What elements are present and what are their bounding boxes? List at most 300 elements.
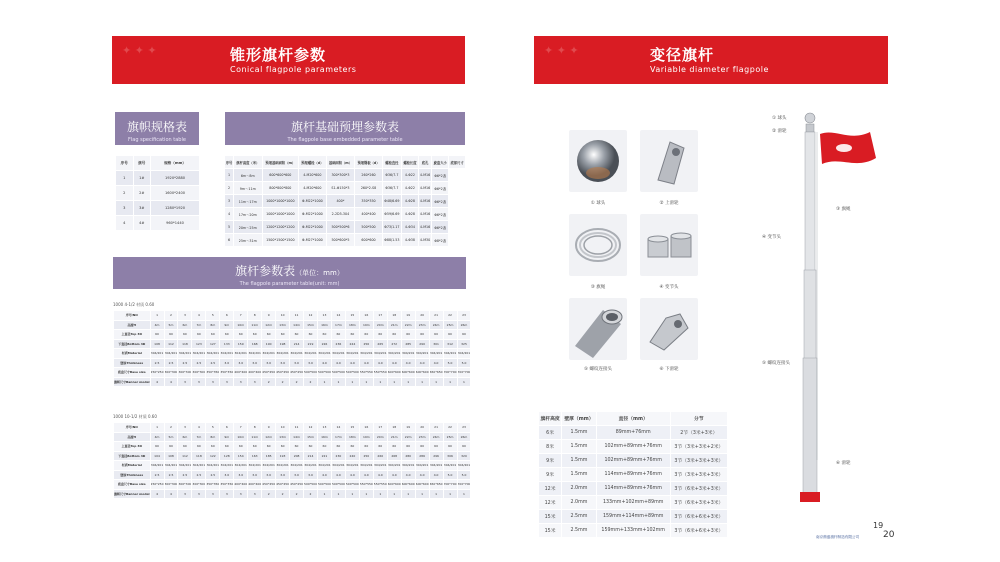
- part-label-3: ③ 旗绳: [590, 285, 606, 290]
- table-cell: 700*700: [443, 480, 457, 490]
- table-cell: 60: [304, 330, 318, 340]
- table-cell: 306: [443, 451, 457, 461]
- ball-head-photo: [569, 130, 627, 192]
- table-cell: 800*800*800: [262, 182, 299, 195]
- table-cell: 304/201: [331, 349, 345, 359]
- table-cell: 60: [192, 442, 206, 452]
- table-cell: 350*350: [220, 368, 234, 378]
- table-row: [114, 432, 471, 442]
- table-cell: 3节（6米+6米+3米）: [670, 510, 727, 524]
- table-row: [539, 524, 728, 538]
- table-cell: 8米: [539, 440, 562, 454]
- header-cell: 螺栓直径: [382, 156, 401, 169]
- table-row: [116, 216, 200, 231]
- table-cell: 60: [331, 442, 345, 452]
- table-cell: 4: [150, 489, 164, 499]
- table-cell: 304/201: [304, 461, 318, 471]
- table-cell: 7: [234, 423, 248, 433]
- table-cell: 5m: [164, 320, 178, 330]
- table-cell: 550*550: [373, 480, 387, 490]
- header-cell: 旗号: [133, 156, 151, 171]
- variable-banner: [534, 36, 888, 84]
- pole-label-1: ① 球头: [772, 116, 787, 121]
- table-cell: 24m: [429, 320, 443, 330]
- table-cell: 500*500*6: [326, 221, 355, 234]
- page-number-left: 19: [873, 521, 884, 530]
- table-cell: 286: [415, 451, 429, 461]
- table-cell: 17m: [331, 320, 345, 330]
- table-cell: 450*450: [276, 480, 290, 490]
- table-cell: 60: [387, 330, 401, 340]
- table-cell: 4.0: [387, 358, 401, 368]
- table-cell: 1: [317, 489, 331, 499]
- table-cell: Φ6*2盏: [432, 169, 449, 182]
- table-row: [114, 320, 471, 330]
- table-cell: 22: [443, 311, 457, 321]
- table-cell: 133: [220, 339, 234, 349]
- table-cell: 2.5: [206, 470, 220, 480]
- table-cell: 4: [192, 311, 206, 321]
- table-cell: 4-Φ22: [402, 169, 419, 182]
- table-cell: 500*600*5: [326, 234, 355, 247]
- banner-title-cn: 锥形旗杆参数: [230, 46, 327, 64]
- param-unit: （单位：mm）: [295, 269, 344, 277]
- table-cell: 17m: [331, 432, 345, 442]
- table-cell: 4.0: [317, 470, 331, 480]
- table-cell: Φ88/1.53: [382, 234, 401, 247]
- table-row: [114, 470, 471, 480]
- table-cell: 304/201: [150, 461, 164, 471]
- param-table-1-caption: 1000 4-1/2 材质 0.60: [113, 302, 155, 307]
- table-cell: 13m: [276, 432, 290, 442]
- table-cell: 18m: [345, 432, 359, 442]
- table-cell: 600*600: [415, 480, 429, 490]
- table-cell: 9m: [220, 320, 234, 330]
- param-title: 旗杆参数表: [235, 264, 296, 278]
- table-cell: 5.0: [443, 358, 457, 368]
- table-cell: 16: [359, 423, 373, 433]
- table-cell: 304/201: [192, 349, 206, 359]
- table-row: [539, 496, 728, 510]
- flag-spec-table: [115, 155, 200, 231]
- table-cell: 154: [234, 451, 248, 461]
- table-cell: 3节（6米+3米+3米）: [670, 482, 727, 496]
- table-cell: 304/201: [290, 461, 304, 471]
- table-cell: 304/201: [457, 461, 471, 471]
- table-cell: 500*500: [345, 480, 359, 490]
- table-cell: 400*: [326, 195, 355, 208]
- table-cell: 260*2-S8: [355, 182, 382, 195]
- table-cell: 2: [164, 423, 178, 433]
- table-cell: 1: [387, 489, 401, 499]
- table-cell: 1920*2880: [151, 171, 200, 186]
- table-cell: 127: [206, 339, 220, 349]
- table-cell: 112: [164, 339, 178, 349]
- table-cell: 60: [443, 330, 457, 340]
- header-cell: 预埋基础面积（m）: [262, 156, 299, 169]
- table-cell: 304/201: [304, 349, 318, 359]
- table-cell: 12米: [539, 482, 562, 496]
- param-table-1: [113, 310, 471, 387]
- table-cell: 17m～20m: [234, 208, 263, 221]
- table-cell: 285: [401, 339, 415, 349]
- table-cell: 60: [234, 330, 248, 340]
- table-cell: 500*500: [355, 221, 382, 234]
- table-cell: 5.0: [457, 470, 471, 480]
- table-cell: 2: [276, 489, 290, 499]
- table-cell: 104: [150, 451, 164, 461]
- table-row: [114, 311, 471, 321]
- row-label: 序号/NO: [114, 311, 151, 321]
- table-row: [114, 442, 471, 452]
- table-cell: 3: [178, 423, 192, 433]
- table-cell: 4-M20*600: [299, 169, 326, 182]
- table-cell: 1: [331, 377, 345, 387]
- header-cell: 旗杆高度（米）: [234, 156, 263, 169]
- table-cell: 244: [345, 339, 359, 349]
- table-cell: 400*400: [234, 480, 248, 490]
- table-cell: 304/201: [317, 349, 331, 359]
- table-cell: 304/201: [164, 349, 178, 359]
- flag-spec-title: 旗帜规格表: [126, 120, 187, 134]
- table-cell: 1: [415, 377, 429, 387]
- table-cell: 21m: [387, 432, 401, 442]
- table-cell: 256: [359, 339, 373, 349]
- base-table: [224, 155, 466, 247]
- table-row: [539, 440, 728, 454]
- table-cell: 304/201: [345, 349, 359, 359]
- table-cell: 1: [317, 377, 331, 387]
- table-row: [114, 423, 471, 433]
- table-row: [116, 171, 200, 186]
- table-cell: 4: [150, 377, 164, 387]
- rope-photo: [569, 214, 627, 276]
- table-cell: 6: [220, 423, 234, 433]
- table-cell: 6m: [178, 320, 192, 330]
- table-cell: 4: [192, 423, 206, 433]
- table-cell: 5.0: [457, 358, 471, 368]
- table-cell: 304/201: [206, 461, 220, 471]
- table-cell: 2节（3米+3米）: [670, 426, 727, 440]
- table-cell: 1600*2400: [151, 186, 200, 201]
- table-cell: 11m: [248, 432, 262, 442]
- table-cell: 300*300: [178, 480, 192, 490]
- table-cell: 300*300: [164, 368, 178, 378]
- table-cell: 3.0: [290, 470, 304, 480]
- table-cell: 60: [373, 442, 387, 452]
- table-cell: 10: [276, 423, 290, 433]
- table-cell: 25m～31m: [234, 234, 263, 247]
- table-cell: 3.0: [276, 470, 290, 480]
- table-cell: 17: [373, 423, 387, 433]
- table-row: [225, 208, 466, 221]
- table-cell: 2: [262, 489, 276, 499]
- table-cell: 2.0mm: [562, 496, 597, 510]
- param-subtitle: The flagpole parameter table(unit: mm): [239, 281, 340, 287]
- table-cell: 11m～17m: [234, 195, 263, 208]
- table-cell: 11: [290, 423, 304, 433]
- table-cell: 159mm+133mm+102mm: [596, 524, 670, 538]
- pole-label-6: ⑥ 滑轮: [836, 461, 851, 466]
- table-cell: Φ36/7.7: [382, 169, 401, 182]
- table-row: [116, 186, 200, 201]
- table-cell: 15米: [539, 510, 562, 524]
- table-cell: 7: [234, 311, 248, 321]
- table-cell: 112: [178, 451, 192, 461]
- table-cell: 11: [290, 311, 304, 321]
- bottom-pulley-photo: [640, 298, 698, 360]
- right-page: [500, 0, 1000, 562]
- table-cell: 7m: [192, 432, 206, 442]
- thread-connector-photo: [569, 298, 627, 360]
- pole-label-4: ④ 变节头: [762, 235, 781, 240]
- header-cell: 底部尺寸: [449, 156, 466, 169]
- pole-label-3: ③ 旗绳: [836, 207, 851, 212]
- table-cell: 5: [206, 311, 220, 321]
- table-cell: 60: [150, 330, 164, 340]
- table-cell: 304/201: [401, 461, 415, 471]
- table-cell: 21: [429, 423, 443, 433]
- table-cell: 400*400: [248, 368, 262, 378]
- table-cell: 219: [304, 339, 318, 349]
- table-cell: 550*550: [373, 368, 387, 378]
- table-cell: 304/201: [220, 349, 234, 359]
- row-label: 下直径Bottom 4D: [114, 339, 151, 349]
- table-cell: 500*500: [331, 368, 345, 378]
- table-cell: 304/201: [234, 461, 248, 471]
- table-cell: 1: [150, 423, 164, 433]
- param-table-header: [113, 257, 466, 289]
- table-cell: 304/201: [387, 461, 401, 471]
- table-cell: 350*350: [355, 195, 382, 208]
- header-cell: 旋盘大小: [432, 156, 449, 169]
- table-row: [114, 330, 471, 340]
- table-cell: 6m～8m: [234, 169, 263, 182]
- table-cell: 304/201: [457, 349, 471, 359]
- table-cell: 1: [443, 489, 457, 499]
- table-cell: 60: [164, 442, 178, 452]
- table-cell: 60: [276, 442, 290, 452]
- table-cell: 1: [373, 377, 387, 387]
- table-cell: 5.0: [443, 470, 457, 480]
- table-cell: 4.0: [373, 358, 387, 368]
- table-cell: 4.0: [415, 470, 429, 480]
- table-cell: 3节（3米+3米+3米）: [670, 468, 727, 482]
- table-cell: 650*650: [429, 480, 443, 490]
- header-cell: 预埋钢板（d）: [355, 156, 382, 169]
- table-cell: 304/201: [401, 349, 415, 359]
- table-cell: 60: [359, 442, 373, 452]
- table-cell: 9m: [220, 432, 234, 442]
- table-cell: 60: [262, 442, 276, 452]
- table-cell: S1-Φ150*3: [326, 182, 355, 195]
- table-cell: 4.0: [387, 470, 401, 480]
- table-cell: 4.0: [317, 358, 331, 368]
- table-cell: 3: [192, 489, 206, 499]
- table-cell: 4-M20*600: [299, 182, 326, 195]
- table-cell: 19: [401, 311, 415, 321]
- table-cell: 60: [220, 442, 234, 452]
- joint-icon: [640, 214, 698, 276]
- table-cell: 198: [276, 339, 290, 349]
- table-cell: 4: [116, 216, 134, 231]
- row-label: 高度H: [114, 320, 151, 330]
- table-cell: Φ36/7.7: [382, 182, 401, 195]
- table-cell: 600*600: [387, 368, 401, 378]
- table-cell: 60: [331, 330, 345, 340]
- param-table-2-caption: 1000 10-1/2 材质 0.60: [113, 414, 157, 419]
- header-cell: 壁厚（mm）: [562, 412, 597, 426]
- table-row: [114, 377, 471, 387]
- table-cell: 4.0: [429, 358, 443, 368]
- table-cell: 15m: [304, 320, 318, 330]
- row-label: 旗帜尺寸Banner model: [114, 377, 151, 387]
- table-cell: 600*600: [401, 480, 415, 490]
- table-cell: 450*450: [262, 368, 276, 378]
- table-cell: 3.0: [262, 470, 276, 480]
- table-cell: 350*350: [206, 368, 220, 378]
- table-cell: 304/201: [345, 461, 359, 471]
- table-cell: 10: [276, 311, 290, 321]
- table-cell: 3.0: [290, 358, 304, 368]
- table-row: [114, 480, 471, 490]
- table-cell: 24m: [429, 432, 443, 442]
- table-cell: 60: [220, 330, 234, 340]
- table-cell: 9: [262, 311, 276, 321]
- table-cell: 108: [150, 339, 164, 349]
- table-cell: 20: [415, 423, 429, 433]
- table-cell: 4: [164, 489, 178, 499]
- table-cell: 23m: [415, 432, 429, 442]
- table-cell: 10m: [234, 320, 248, 330]
- table-cell: 23: [457, 311, 471, 321]
- conical-banner: [112, 36, 465, 84]
- table-cell: 15米: [539, 524, 562, 538]
- table-cell: 102mm+89mm+76mm: [596, 440, 670, 454]
- table-cell: 300*300*3: [326, 169, 355, 182]
- table-cell: 1.5mm: [562, 440, 597, 454]
- table-cell: 6: [225, 234, 234, 247]
- part-label-1: ① 球头: [590, 201, 606, 206]
- table-cell: 236: [331, 339, 345, 349]
- table-cell: 60: [401, 330, 415, 340]
- table-cell: 60: [234, 442, 248, 452]
- table-row: [114, 358, 471, 368]
- table-cell: 25m: [443, 432, 457, 442]
- table-cell: 300*300: [178, 368, 192, 378]
- table-cell: 60: [429, 330, 443, 340]
- table-cell: 6: [220, 311, 234, 321]
- table-cell: 3.0: [304, 358, 318, 368]
- table-cell: 2.5: [164, 470, 178, 480]
- company-name: 南京鼎盛旗杆制造有限公司: [816, 535, 860, 539]
- table-cell: 6m: [178, 432, 192, 442]
- thread-connector-icon: [569, 298, 627, 360]
- table-cell: 15: [345, 311, 359, 321]
- table-row: [225, 234, 466, 247]
- table-cell: 2.0mm: [562, 482, 597, 496]
- table-cell: 133mm+102mm+89mm: [596, 496, 670, 510]
- table-cell: 600*600*600: [262, 169, 299, 182]
- row-label: 材质Material: [114, 461, 151, 471]
- table-cell: 5m: [164, 432, 178, 442]
- table-cell: 2-2D5-304: [326, 208, 355, 221]
- table-cell: 60: [304, 442, 318, 452]
- table-cell: 19: [401, 423, 415, 433]
- table-cell: Φ6*2盏: [432, 195, 449, 208]
- table-cell: 500*500: [317, 368, 331, 378]
- table-cell: 296: [429, 451, 443, 461]
- top-pulley-photo: [640, 130, 698, 192]
- table-cell: 350*350: [220, 480, 234, 490]
- header-cell: 分节: [670, 412, 727, 426]
- part-label-4: ④ 变节头: [659, 285, 679, 290]
- table-cell: 9米: [539, 468, 562, 482]
- table-cell: 1: [331, 489, 345, 499]
- table-cell: 60: [429, 442, 443, 452]
- table-cell: 290: [415, 339, 429, 349]
- table-cell: 60: [401, 442, 415, 452]
- table-cell: 3: [178, 489, 192, 499]
- table-cell: 102mm+89mm+76mm: [596, 454, 670, 468]
- table-cell: 11m: [248, 320, 262, 330]
- table-cell: 550*550: [359, 480, 373, 490]
- table-cell: 60: [206, 442, 220, 452]
- table-cell: 350*350: [206, 480, 220, 490]
- flag-spec-subtitle: Flag specification table: [128, 137, 186, 143]
- base-table-title: 旗杆基础预埋参数表: [290, 120, 399, 134]
- table-cell: 3: [116, 201, 134, 216]
- table-cell: 118: [178, 339, 192, 349]
- header-cell: 规格（mm）: [151, 156, 200, 171]
- table-cell: 2.5mm: [562, 510, 597, 524]
- table-cell: 4.0: [401, 470, 415, 480]
- flagpole-illustration: [790, 110, 900, 510]
- table-cell: 4-Φ28: [402, 208, 419, 221]
- table-cell: 60: [178, 442, 192, 452]
- table-cell: 4-M16: [418, 208, 431, 221]
- table-row: [225, 221, 466, 234]
- table-cell: 3: [192, 377, 206, 387]
- table-cell: 3: [178, 311, 192, 321]
- table-cell: 4-M16: [418, 182, 431, 195]
- table-cell: Φ59/6.69: [382, 208, 401, 221]
- table-cell: 14: [331, 423, 345, 433]
- table-cell: 208: [290, 451, 304, 461]
- table-cell: 3.0: [234, 470, 248, 480]
- table-cell: 1: [225, 169, 234, 182]
- table-cell: 500*500: [317, 480, 331, 490]
- table-cell: 3.0: [234, 358, 248, 368]
- table-cell: 304/201: [276, 461, 290, 471]
- table-cell: 304/201: [262, 461, 276, 471]
- row-label: 底盘尺寸Base size: [114, 368, 151, 378]
- table-cell: 114mm+89mm+76mm: [596, 468, 670, 482]
- table-cell: 60: [373, 330, 387, 340]
- flag-spec-header: [115, 112, 199, 145]
- table-cell: 15m: [304, 432, 318, 442]
- table-cell: 19m: [359, 432, 373, 442]
- table-cell: 118: [192, 451, 206, 461]
- table-cell: 4.0: [359, 358, 373, 368]
- table-cell: 1000*1000*1000: [262, 195, 299, 208]
- table-cell: 3: [220, 377, 234, 387]
- table-cell: 3节（6米+3米+3米）: [670, 496, 727, 510]
- table-cell: 60: [290, 330, 304, 340]
- table-cell: 60: [415, 442, 429, 452]
- part-label-5: ⑤ 螺纹连接头: [584, 367, 612, 372]
- table-cell: 4.0: [415, 358, 429, 368]
